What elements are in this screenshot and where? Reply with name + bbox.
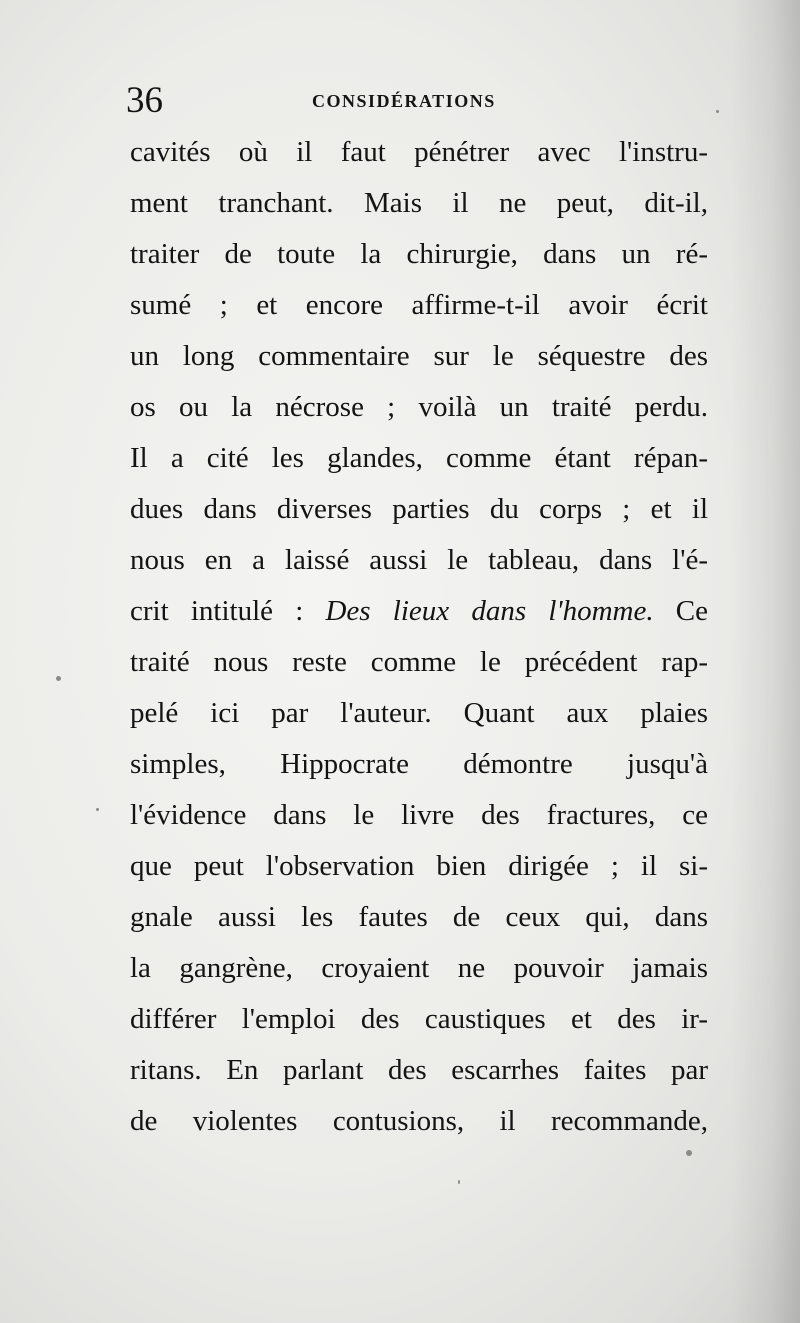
text-line: différer l'emploi des caustiques et des ir-: [130, 1003, 708, 1035]
text-line: gnale aussi les fautes de ceux qui, dans: [130, 901, 708, 933]
cited-treatise-title: Des lieux dans l'homme.: [325, 595, 654, 627]
text-line: dues dans diverses parties du corps ; et il: [130, 493, 708, 525]
text-line: un long commentaire sur le séquestre des: [130, 340, 708, 372]
text-line: de violentes contusions, il recommande,: [130, 1105, 708, 1137]
text-line: os ou la nécrose ; voilà un traité perdu.: [130, 391, 708, 423]
text-line: ment tranchant. Mais il ne peut, dit-il,: [130, 187, 708, 219]
text-line: la gangrène, croyaient ne pouvoir jamais: [130, 952, 708, 984]
page-number: 36: [126, 80, 163, 121]
text-line: traiter de toute la chirurgie, dans un ré-: [130, 238, 708, 270]
running-head: CONSIDÉRATIONS: [312, 91, 496, 111]
text-line: cavités où il faut pénétrer avec l'instru-: [130, 136, 708, 168]
paper-speck: [686, 1150, 692, 1156]
paper-speck: [96, 808, 99, 811]
text-line: que peut l'observation bien dirigée ; il si-: [130, 850, 708, 882]
text-line: traité nous reste comme le précédent rap-: [130, 646, 708, 678]
text-line: Il a cité les glandes, comme étant répan-: [130, 442, 708, 474]
page-header: [126, 78, 526, 124]
text-line: l'évidence dans le livre des fractures, ce: [130, 799, 708, 831]
text-fragment: crit intitulé :: [130, 595, 326, 627]
paper-speck: [56, 676, 61, 681]
paper-speck: [716, 110, 719, 113]
text-line: nous en a laissé aussi le tableau, dans l'é-: [130, 544, 708, 576]
text-line: sumé ; et encore affirme-t-il avoir écrit: [130, 289, 708, 321]
paper-speck: [458, 1180, 460, 1184]
body-text: [130, 127, 708, 1147]
text-line: pelé ici par l'auteur. Quant aux plaies: [130, 697, 708, 729]
text-line-with-title: [130, 586, 708, 637]
text-line: ritans. En parlant des escarrhes faites par: [130, 1054, 708, 1086]
text-fragment: Ce: [653, 595, 708, 627]
text-line: simples, Hippocrate démontre jusqu'à: [130, 748, 708, 780]
